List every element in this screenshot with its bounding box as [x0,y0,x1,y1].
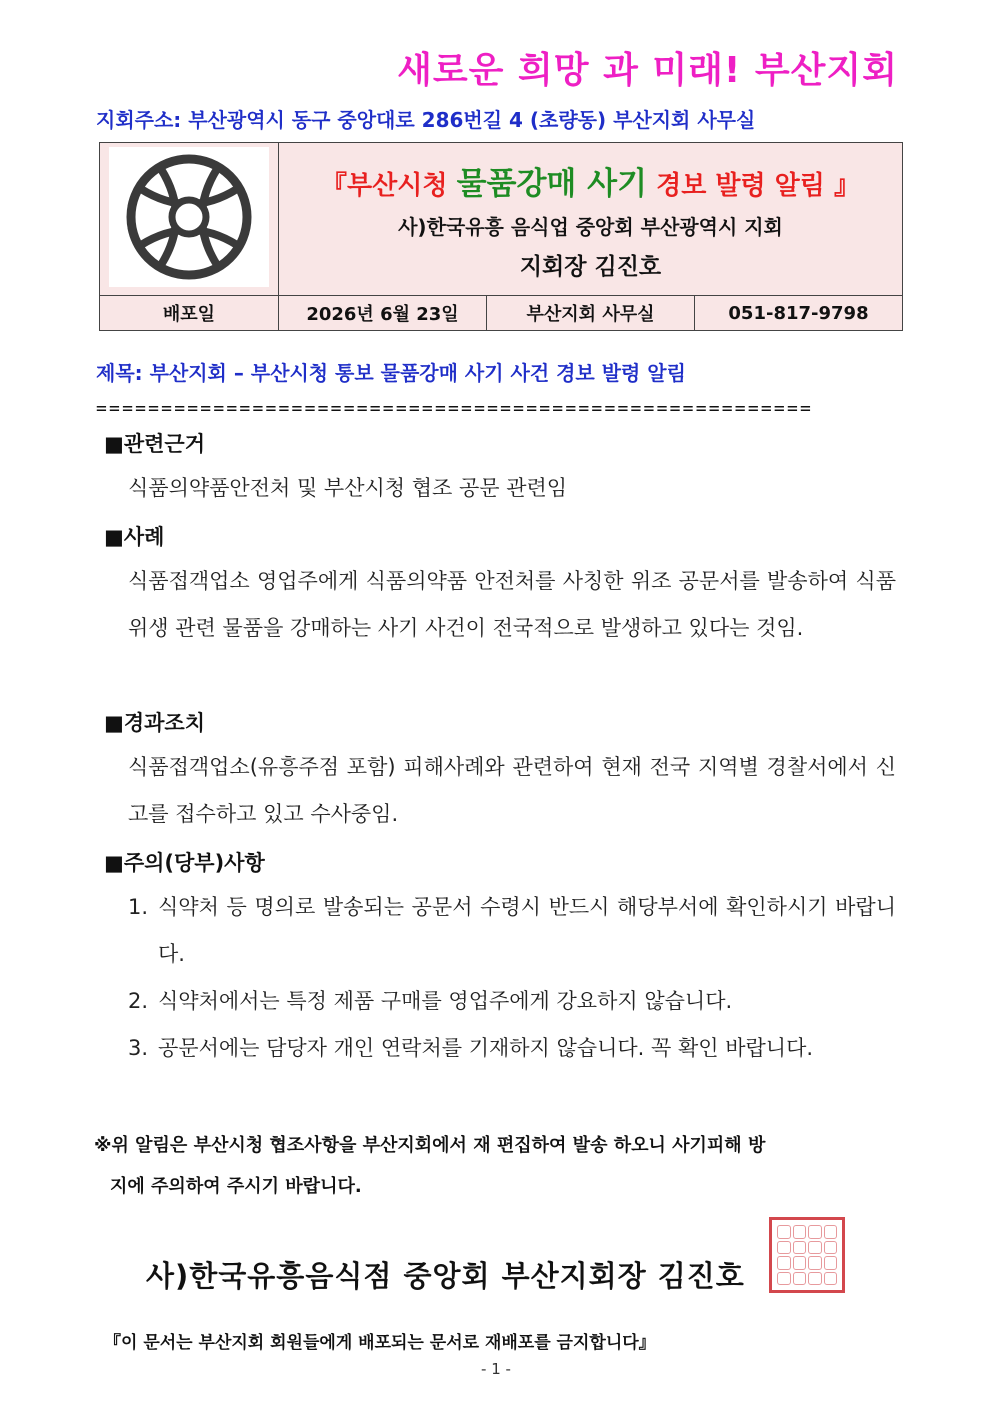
subject-line: 제목: 부산지회 – 부산시청 통보 물품강매 사기 사건 경보 발령 알림 [96,361,686,385]
list-item [128,978,896,1025]
section-case-heading: ■사례 [104,525,165,549]
branch-address: 지회주소: 부산광역시 동구 중앙대로 286번길 4 (초량동) 부산지회 사무실 [96,108,756,132]
chief-name: 지회장 김진호 [519,253,662,280]
logo-icon [109,147,269,287]
info-phone: 051-817-9798 [695,296,903,331]
list-item-number: 1. [128,895,149,919]
divider-line: ======================================================= [96,398,814,419]
signature-line: 사)한국유흥음식점 중앙회 부산지회장 김진호 [146,1259,745,1293]
section-case-body: 식품접객업소 영업주에게 식품의약품 안전처를 사칭한 위조 공문서를 발송하여 식품위생 관련 물품을 강매하는 사기 사건이 전국적으로 발생하고 있다는 것임. [128,569,896,640]
title-close: 경보 발령 알림 』 [647,170,860,201]
notice-title [279,158,902,203]
slogan: 새로운 희망 과 미래! 부산지회 [397,50,898,91]
section-caution-heading: ■주의(당부)사항 [104,851,265,875]
section-basis-heading: ■관련근거 [104,432,205,456]
section-progress-heading: ■경과조치 [104,711,205,735]
logo-cell [100,143,279,296]
section-progress-body: 식품접객업소(유흥주점 포함) 피해사례와 관련하여 현재 전국 지역별 경찰서에서 신고를 접수하고 있고 수사중임. [128,755,896,826]
title-open: 『부산시청 [321,170,457,201]
list-item [128,1025,896,1072]
list-item [128,884,896,978]
list-item-text: 공문서에는 담당자 개인 연락처를 기재하지 않습니다. 꼭 확인 바랍니다. [158,1036,814,1060]
title-box [99,142,903,331]
title-highlight: 물품강매 사기 [456,165,648,202]
info-office: 부산지회 사무실 [487,296,695,331]
list-item-text: 식약처 등 명의로 발송되는 공문서 수령시 반드시 해당부서에 확인하시기 바랍니다. [158,895,896,966]
list-item-number: 3. [128,1036,149,1060]
notice-paragraph [94,1125,899,1207]
caution-list [128,884,896,1072]
info-distribution-label: 배포일 [100,296,279,331]
official-seal-icon [769,1217,845,1293]
info-date: 2026년 6월 23일 [279,296,487,331]
redistribution-notice: 『이 문서는 부산지회 회원들에게 배포되는 문서로 재배포를 금지합니다』 [104,1333,656,1353]
notice-line-1: ※위 알림은 부산시청 협조사항을 부산지회에서 재 편집하여 발송 하오니 사기피해 방 [94,1135,766,1156]
list-item-text: 식약처에서는 특정 제품 구매를 영업주에게 강요하지 않습니다. [158,989,733,1013]
organization-name: 사)한국유흥 음식업 중앙회 부산광역시 지회 [398,214,783,239]
title-cell [279,143,903,296]
list-item-number: 2. [128,989,149,1013]
notice-line-2: 지에 주의하여 주시기 바랍니다. [110,1176,362,1197]
section-basis-body: 식품의약품안전처 및 부산시청 협조 공문 관련임 [128,476,568,500]
page-number: - 1 - [481,1360,511,1378]
